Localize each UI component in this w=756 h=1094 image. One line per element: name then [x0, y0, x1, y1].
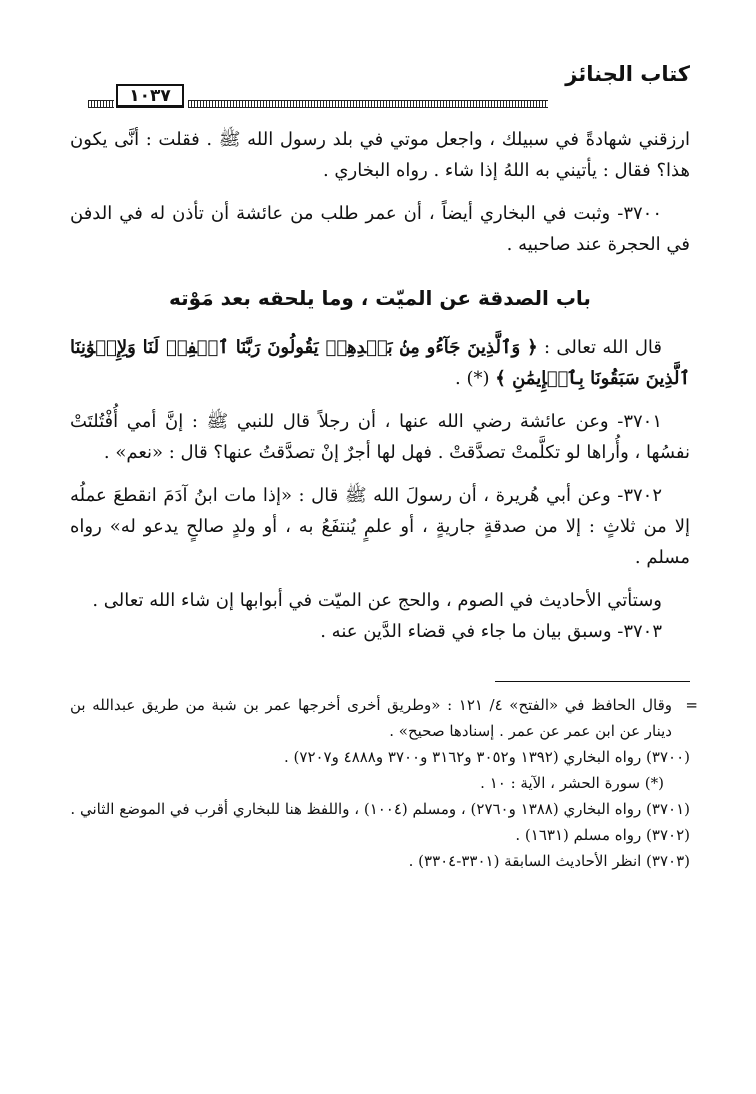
quran-verse: ﴿ وَٱلَّذِينَ جَآءُو مِنۢ بَعۡدِهِمۡ يَقُولُونَ رَبَّنَا ٱغۡفِرۡ لَنَا وَلِإِخۡوَٰنِنَا ٱلَّذِينَ سَبَقُونَا بِٱلۡإِيمَٰنِ ﴾ [70, 337, 690, 389]
footnote-3703: (٣٧٠٣) انظر الأحاديث السابقة (٣٣٠١-٣٣٠٤) . [408, 852, 690, 870]
footnote-quran: (*) سورة الحشر ، الآية : ١٠ . [480, 774, 664, 792]
footnote-divider [495, 681, 690, 682]
footnote-3702: (٣٧٠٢) رواه مسلم (١٦٣١) . [515, 826, 690, 844]
text-paragraph: ارزقني شهادةً في سبيلك ، واجعل موتي في بلد رسول الله ﷺ . فقلت : أنَّى يكون هذا؟ فقال : يأتيني به اللهُ إذا شاء . رواه البخاري . [70, 129, 690, 181]
quran-intro: قال الله تعالى : [543, 337, 662, 358]
hadith-3702: ٣٧٠٢- وعن أبي هُريرة ، أن رسولَ الله ﷺ قال : «إذا مات ابنُ آدَمَ انقطعَ عملُه إلا من ثلاثٍ : إلا من صدقةٍ جاريةٍ ، أو علمٍ يُنتفَعُ به ، أو ولدٍ صالحٍ يدعو له» رواه مسلم . [70, 485, 690, 568]
page-number: ١٠٣٧ [116, 84, 184, 108]
footnote-continuation-text: وقال الحافظ في «الفتح» ٤/ ١٢١ : «وطريق أخرى أخرجها عمر بن شبة من طريق عبدالله بن دينار عن ابن عمر عن عمر . إسنادها صحيح» . [70, 696, 672, 740]
footnotes [70, 692, 698, 874]
hadith-3701: ٣٧٠١- وعن عائشة رضي الله عنها ، أن رجلاً قال للنبي ﷺ : إنَّ أمي أُفْتُلتَتْ نفسُها ، وأُراها لو تكلَّمتْ تصدَّقتْ . فهل لها أجرٌ إنْ تصدَّقتُ عنها؟ قال : «نعم» . [70, 411, 690, 463]
hadith-3700: ٣٧٠٠- وثبت في البخاري أيضاً ، أن عمر طلب من عائشة أن تأذن له في الدفن في الحجرة عند صاحبيه . [70, 203, 690, 255]
book-page [70, 52, 698, 874]
footnote-continuation [70, 692, 698, 744]
header-ornamental-rule-end [88, 100, 114, 108]
body-text [70, 124, 690, 647]
header-ornamental-rule [188, 100, 548, 108]
quran-citation [70, 332, 690, 394]
continuation-mark: = [685, 696, 698, 714]
footnote-3701: (٣٧٠١) رواه البخاري (١٣٨٨ و٢٧٦٠) ، ومسلم (١٠٠٤) ، واللفظ هنا للبخاري أقرب في الموضع الثاني . [70, 800, 690, 818]
hadith-3703: ٣٧٠٣- وسبق بيان ما جاء في قضاء الدَّين عنه . [320, 621, 662, 642]
footnote-3700: (٣٧٠٠) رواه البخاري (١٣٩٢ و٣٠٥٢ و٣١٦٢ و٣٧٠٠ و٤٨٨٨ و٧٢٠٧) . [284, 748, 690, 766]
book-title: كتاب الجنائز [565, 62, 690, 86]
chapter-heading: باب الصدقة عن الميّت ، وما يلحقه بعد مَوْته [169, 286, 591, 310]
text-paragraph: وستأتي الأحاديث في الصوم ، والحج عن الميّت في أبوابها إن شاء الله تعالى . [92, 590, 662, 611]
running-header [70, 52, 690, 106]
footnote-marker: (*) . [455, 368, 490, 389]
